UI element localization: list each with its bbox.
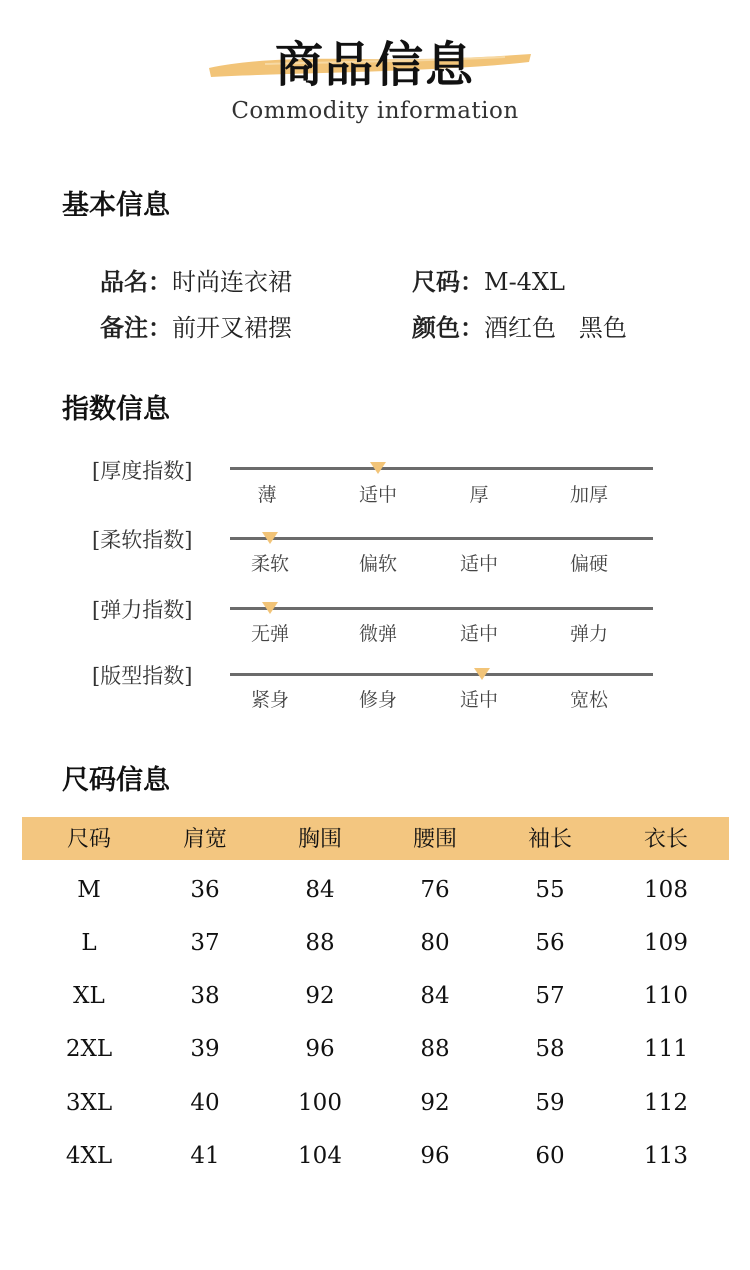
table-cell: 41 xyxy=(190,1143,220,1169)
thickness-index-label: [厚度指数] xyxy=(92,459,193,483)
table-cell: 58 xyxy=(535,1036,565,1062)
column-header: 尺码 xyxy=(66,827,112,852)
scale-option: 偏硬 xyxy=(569,553,609,575)
table-cell: 37 xyxy=(190,930,220,956)
table-cell: 76 xyxy=(420,877,450,903)
scale-option: 弹力 xyxy=(569,623,609,645)
table-cell: 113 xyxy=(644,1143,688,1169)
index-info-title: 指数信息 xyxy=(62,394,170,425)
table-cell: M xyxy=(77,877,101,903)
size-info-title: 尺码信息 xyxy=(62,765,170,796)
elasticity-index-scale xyxy=(230,607,653,610)
table-cell: 57 xyxy=(535,983,565,1009)
table-cell: XL xyxy=(73,983,105,1009)
scale-option: 加厚 xyxy=(569,484,609,506)
table-cell: 2XL xyxy=(65,1036,113,1062)
scale-option: 柔软 xyxy=(250,553,290,575)
info-key: 尺码： xyxy=(412,267,484,296)
scale-option: 适中 xyxy=(358,484,398,506)
column-header: 衣长 xyxy=(643,827,689,852)
table-cell: L xyxy=(81,930,97,956)
table-cell: 108 xyxy=(644,877,688,903)
table-cell: 60 xyxy=(535,1143,565,1169)
table-cell: 110 xyxy=(644,983,688,1009)
table-cell: 109 xyxy=(644,930,688,956)
table-cell: 59 xyxy=(535,1090,565,1116)
table-cell: 111 xyxy=(644,1036,688,1062)
scale-option: 微弹 xyxy=(358,623,398,645)
column-header: 肩宽 xyxy=(182,827,228,852)
info-item-color xyxy=(412,308,627,343)
scale-option: 薄 xyxy=(257,484,277,506)
table-cell: 3XL xyxy=(65,1090,113,1116)
info-value: 时尚连衣裙 xyxy=(172,268,292,296)
scale-option: 偏软 xyxy=(358,553,398,575)
scale-option: 适中 xyxy=(459,689,499,711)
info-value: M-4XL xyxy=(484,268,565,296)
page-title: 商品信息 xyxy=(274,37,475,93)
table-cell: 88 xyxy=(420,1036,450,1062)
info-value: 前开叉裙摆 xyxy=(172,314,292,342)
table-cell: 55 xyxy=(535,877,565,903)
table-cell: 92 xyxy=(305,983,335,1009)
thickness-index-marker xyxy=(370,462,386,474)
table-cell: 84 xyxy=(420,983,450,1009)
table-cell: 88 xyxy=(305,930,335,956)
table-cell: 4XL xyxy=(65,1143,113,1169)
column-header: 袖长 xyxy=(527,827,573,852)
info-value: 酒红色 黑色 xyxy=(484,314,627,342)
scale-option: 无弹 xyxy=(250,623,290,645)
scale-option: 适中 xyxy=(459,623,499,645)
page-subtitle: Commodity information xyxy=(231,98,519,124)
thickness-index-scale xyxy=(230,467,653,470)
table-cell: 80 xyxy=(420,930,450,956)
table-cell: 100 xyxy=(298,1090,342,1116)
table-cell: 96 xyxy=(305,1036,335,1062)
fit-index-label: [版型指数] xyxy=(92,664,193,688)
softness-index-scale xyxy=(230,537,653,540)
table-cell: 39 xyxy=(190,1036,220,1062)
scale-option: 适中 xyxy=(459,553,499,575)
info-item-note xyxy=(100,308,292,343)
fit-index-scale xyxy=(230,673,653,676)
size-table-header xyxy=(22,817,729,860)
softness-index-marker xyxy=(262,532,278,544)
scale-option: 厚 xyxy=(469,484,489,506)
column-header: 腰围 xyxy=(412,827,458,852)
info-key: 备注： xyxy=(100,313,172,342)
scale-option: 紧身 xyxy=(250,689,290,711)
table-cell: 38 xyxy=(190,983,220,1009)
info-key: 品名： xyxy=(100,267,172,296)
fit-index-marker xyxy=(474,668,490,680)
elasticity-index-marker xyxy=(262,602,278,614)
table-cell: 104 xyxy=(298,1143,342,1169)
table-cell: 56 xyxy=(535,930,565,956)
table-cell: 112 xyxy=(644,1090,688,1116)
info-item-name xyxy=(100,262,292,297)
table-cell: 92 xyxy=(420,1090,450,1116)
scale-option: 修身 xyxy=(358,689,398,711)
table-cell: 40 xyxy=(190,1090,220,1116)
table-cell: 36 xyxy=(190,877,220,903)
scale-option: 宽松 xyxy=(569,689,609,711)
softness-index-label: [柔软指数] xyxy=(92,528,193,552)
column-header: 胸围 xyxy=(297,827,343,852)
info-item-size xyxy=(412,262,565,297)
table-cell: 96 xyxy=(420,1143,450,1169)
info-key: 颜色： xyxy=(412,313,484,342)
table-cell: 84 xyxy=(305,877,335,903)
elasticity-index-label: [弹力指数] xyxy=(92,598,193,622)
basic-info-title: 基本信息 xyxy=(62,190,170,221)
